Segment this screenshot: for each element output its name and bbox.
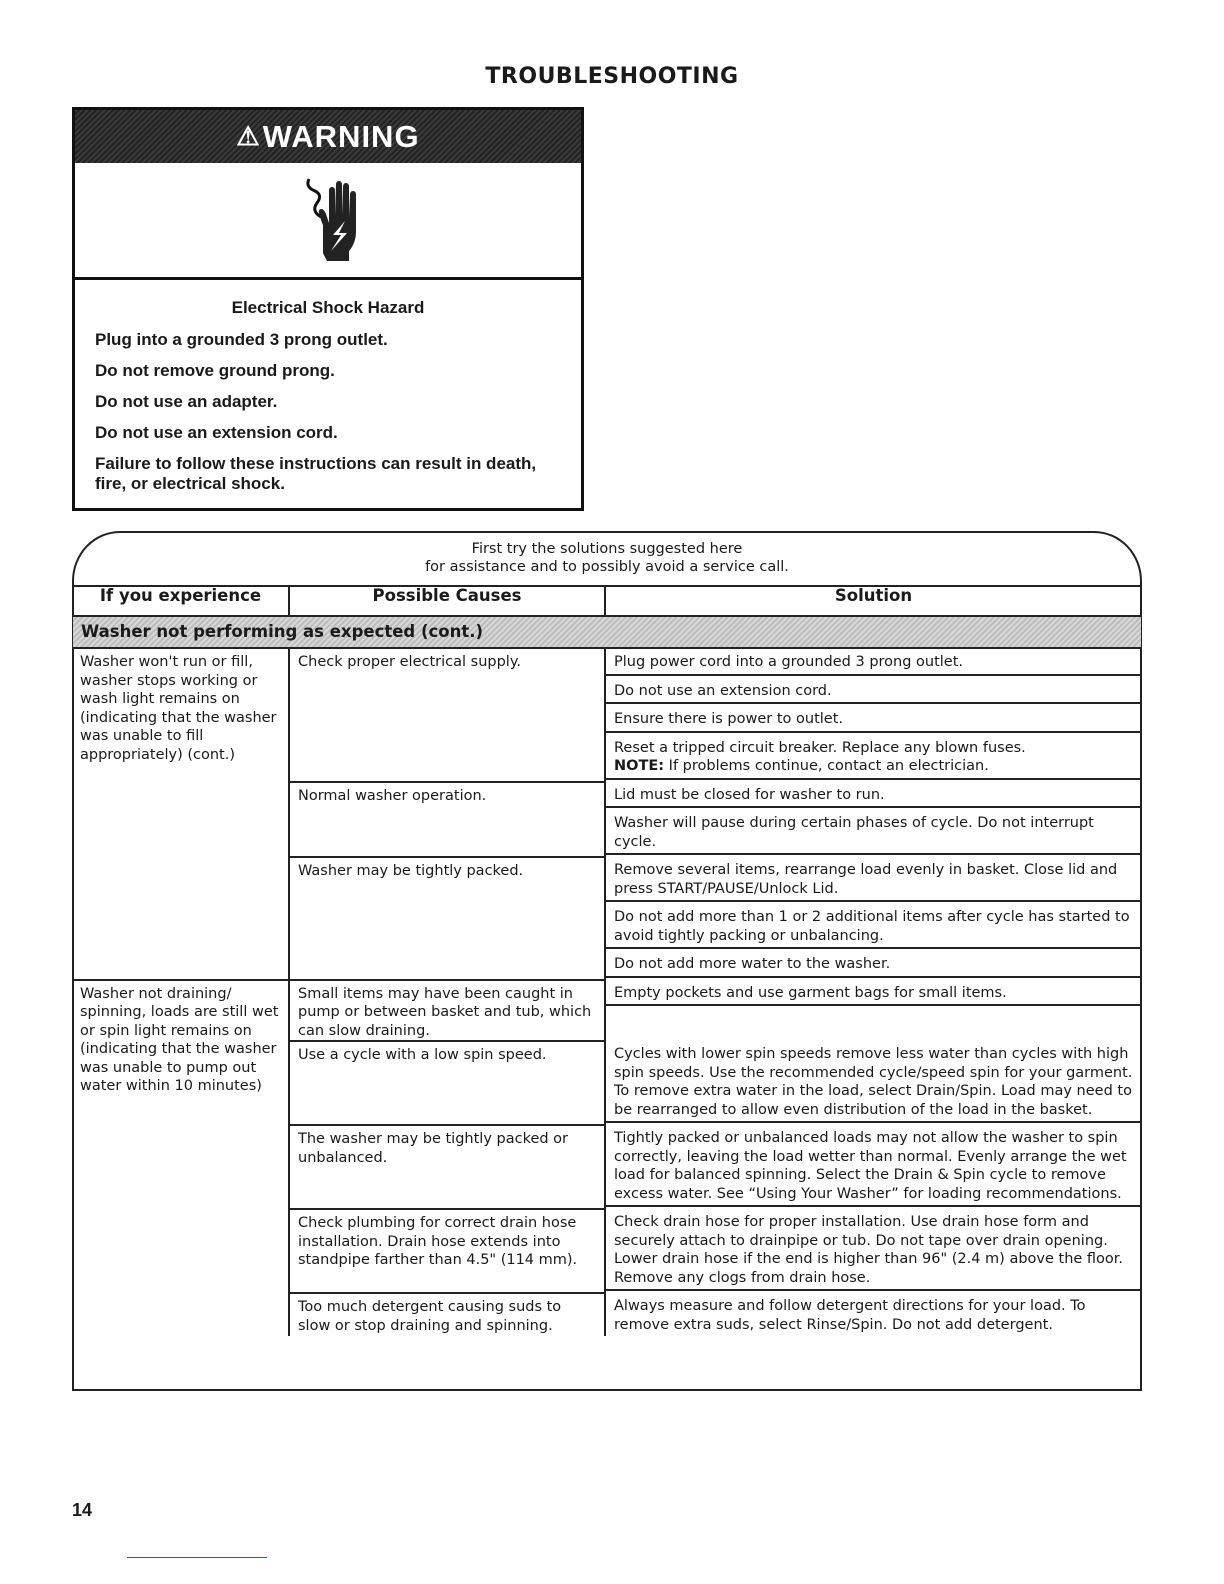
header-solution: Solution [605, 586, 1141, 616]
header-causes: Possible Causes [289, 586, 605, 616]
solution-cell [605, 980, 1141, 1042]
cause-cell: Small items may have been caught in pump or between basket and tub, which can slow draining. [289, 980, 605, 1042]
warning-box [72, 107, 584, 511]
solution-item [606, 951, 1141, 978]
solution-cell [605, 1041, 1141, 1125]
solution-text: Always measure and follow detergent directions for your load. To remove extra suds, select Rinse/Spin. Do not add detergent. [614, 1298, 1086, 1333]
solution-item [606, 904, 1141, 949]
solution-item [606, 1293, 1141, 1336]
experience-cell: Washer not draining/ spinning, loads are still wet or spin light remains on (indicating that the washer was unable to pump out water within 10 minutes) [73, 980, 289, 1337]
solution-item [606, 1209, 1141, 1291]
cause-cell: The washer may be tightly packed or unbalanced. [289, 1125, 605, 1209]
solution-text: Plug power cord into a grounded 3 prong outlet. [614, 654, 964, 670]
solution-cell [605, 857, 1141, 980]
solution-item [606, 706, 1141, 733]
solution-item [606, 649, 1141, 676]
intro-line: for assistance and to possibly avoid a service call. [425, 559, 789, 575]
solution-text: Remove several items, rearrange load evenly in basket. Close lid and press START/PAUSE/Unlock Lid. [614, 862, 1118, 897]
solution-cell [605, 1125, 1141, 1209]
solution-text: Do not use an extension cord. [614, 682, 832, 699]
cause-cell: Too much detergent causing suds to slow or stop draining and spinning. [289, 1293, 605, 1336]
hazard-title: Electrical Shock Hazard [231, 298, 425, 317]
table-header-row [73, 586, 1141, 616]
footer-rule [127, 1557, 267, 1558]
troubleshooting-intro [72, 540, 1142, 576]
solution-text: Lid must be closed for washer to run. [614, 786, 885, 803]
warning-header-label: WARNING [262, 119, 420, 154]
warning-line: Failure to follow these instructions can result in death, fire, or electrical shock. [95, 454, 537, 493]
cause-cell: Normal washer operation. [289, 782, 605, 858]
solution-text: Do not add more water to the washer. [614, 956, 891, 972]
header-experience: If you experience [73, 586, 289, 616]
cause-cell: Use a cycle with a low spin speed. [289, 1041, 605, 1125]
warning-line: Do not use an adapter. [95, 392, 278, 411]
page-number: 14 [72, 1500, 93, 1520]
warning-line: Do not use an extension cord. [95, 423, 338, 442]
intro-line: First try the solutions suggested here [471, 541, 743, 557]
solution-item [606, 1041, 1141, 1123]
table-row [73, 980, 1141, 1042]
warning-text [75, 280, 581, 494]
section-row [73, 616, 1141, 648]
solution-item [606, 678, 1141, 705]
solution-item [606, 810, 1141, 855]
solution-text: Cycles with lower spin speeds remove less water than cycles with high spin speeds. Use the recommended cycle/speed spin for your garment. To remove extra water in the load, select Drain/Spin. Load may need to be rearranged to allow even distribution of the load in the basket. [614, 1046, 1133, 1118]
note-label: NOTE: [614, 758, 665, 774]
solution-cell [605, 1209, 1141, 1293]
table-row [73, 648, 1141, 782]
solution-cell [605, 648, 1141, 782]
warning-line: Do not remove ground prong. [95, 361, 335, 380]
cause-cell: Check plumbing for correct drain hose installation. Drain hose extends into standpipe farther than 4.5" (114 mm). [289, 1209, 605, 1293]
solution-text: Do not add more than 1 or 2 additional items after cycle has started to avoid tightly packing or unbalancing. [614, 909, 1130, 944]
warning-line: Plug into a grounded 3 prong outlet. [95, 330, 388, 349]
solution-text: Ensure there is power to outlet. [614, 711, 844, 727]
solution-item [606, 735, 1141, 780]
solution-item [606, 980, 1141, 1007]
page-title: TROUBLESHOOTING [485, 64, 739, 89]
solution-text: Tightly packed or unbalanced loads may not allow the washer to spin correctly, leaving the load wetter than normal. Evenly arrange the wet load for balanced spinning. Select the Drain & Spin cycle to remove excess water. See “Using Your Washer” for loading recommendations. [614, 1130, 1127, 1202]
warning-icon-area [75, 163, 581, 280]
section-title: Washer not performing as expected (cont.) [73, 616, 1141, 648]
solution-item [606, 782, 1141, 809]
electrical-shock-hand-icon [275, 173, 385, 268]
solution-cell [605, 1293, 1141, 1336]
cause-cell: Washer may be tightly packed. [289, 857, 605, 980]
solution-text: Washer will pause during certain phases of cycle. Do not interrupt cycle. [614, 815, 1094, 850]
warning-triangle-icon: ⚠ [236, 121, 261, 151]
warning-header [75, 110, 581, 163]
solution-cell [605, 782, 1141, 858]
solution-text: Reset a tripped circuit breaker. Replace any blown fuses. [614, 739, 1026, 756]
troubleshooting-table [73, 585, 1141, 1336]
cause-cell: Check proper electrical supply. [289, 648, 605, 782]
solution-item [606, 857, 1141, 902]
experience-cell: Washer won't run or fill, washer stops working or wash light remains on (indicating that the washer was unable to fill appropriately) (cont.) [73, 648, 289, 980]
solution-item [606, 1125, 1141, 1207]
solution-text: Empty pockets and use garment bags for small items. [614, 984, 1007, 1001]
note-text: If problems continue, contact an electrician. [668, 758, 989, 774]
solution-text: Check drain hose for proper installation. Use drain hose form and securely attach to drainpipe or tub. Do not tape over drain opening. Lower drain hose if the end is higher than 96" (2.4 m) above the floor. Remove any clogs from drain hose. [614, 1214, 1124, 1286]
